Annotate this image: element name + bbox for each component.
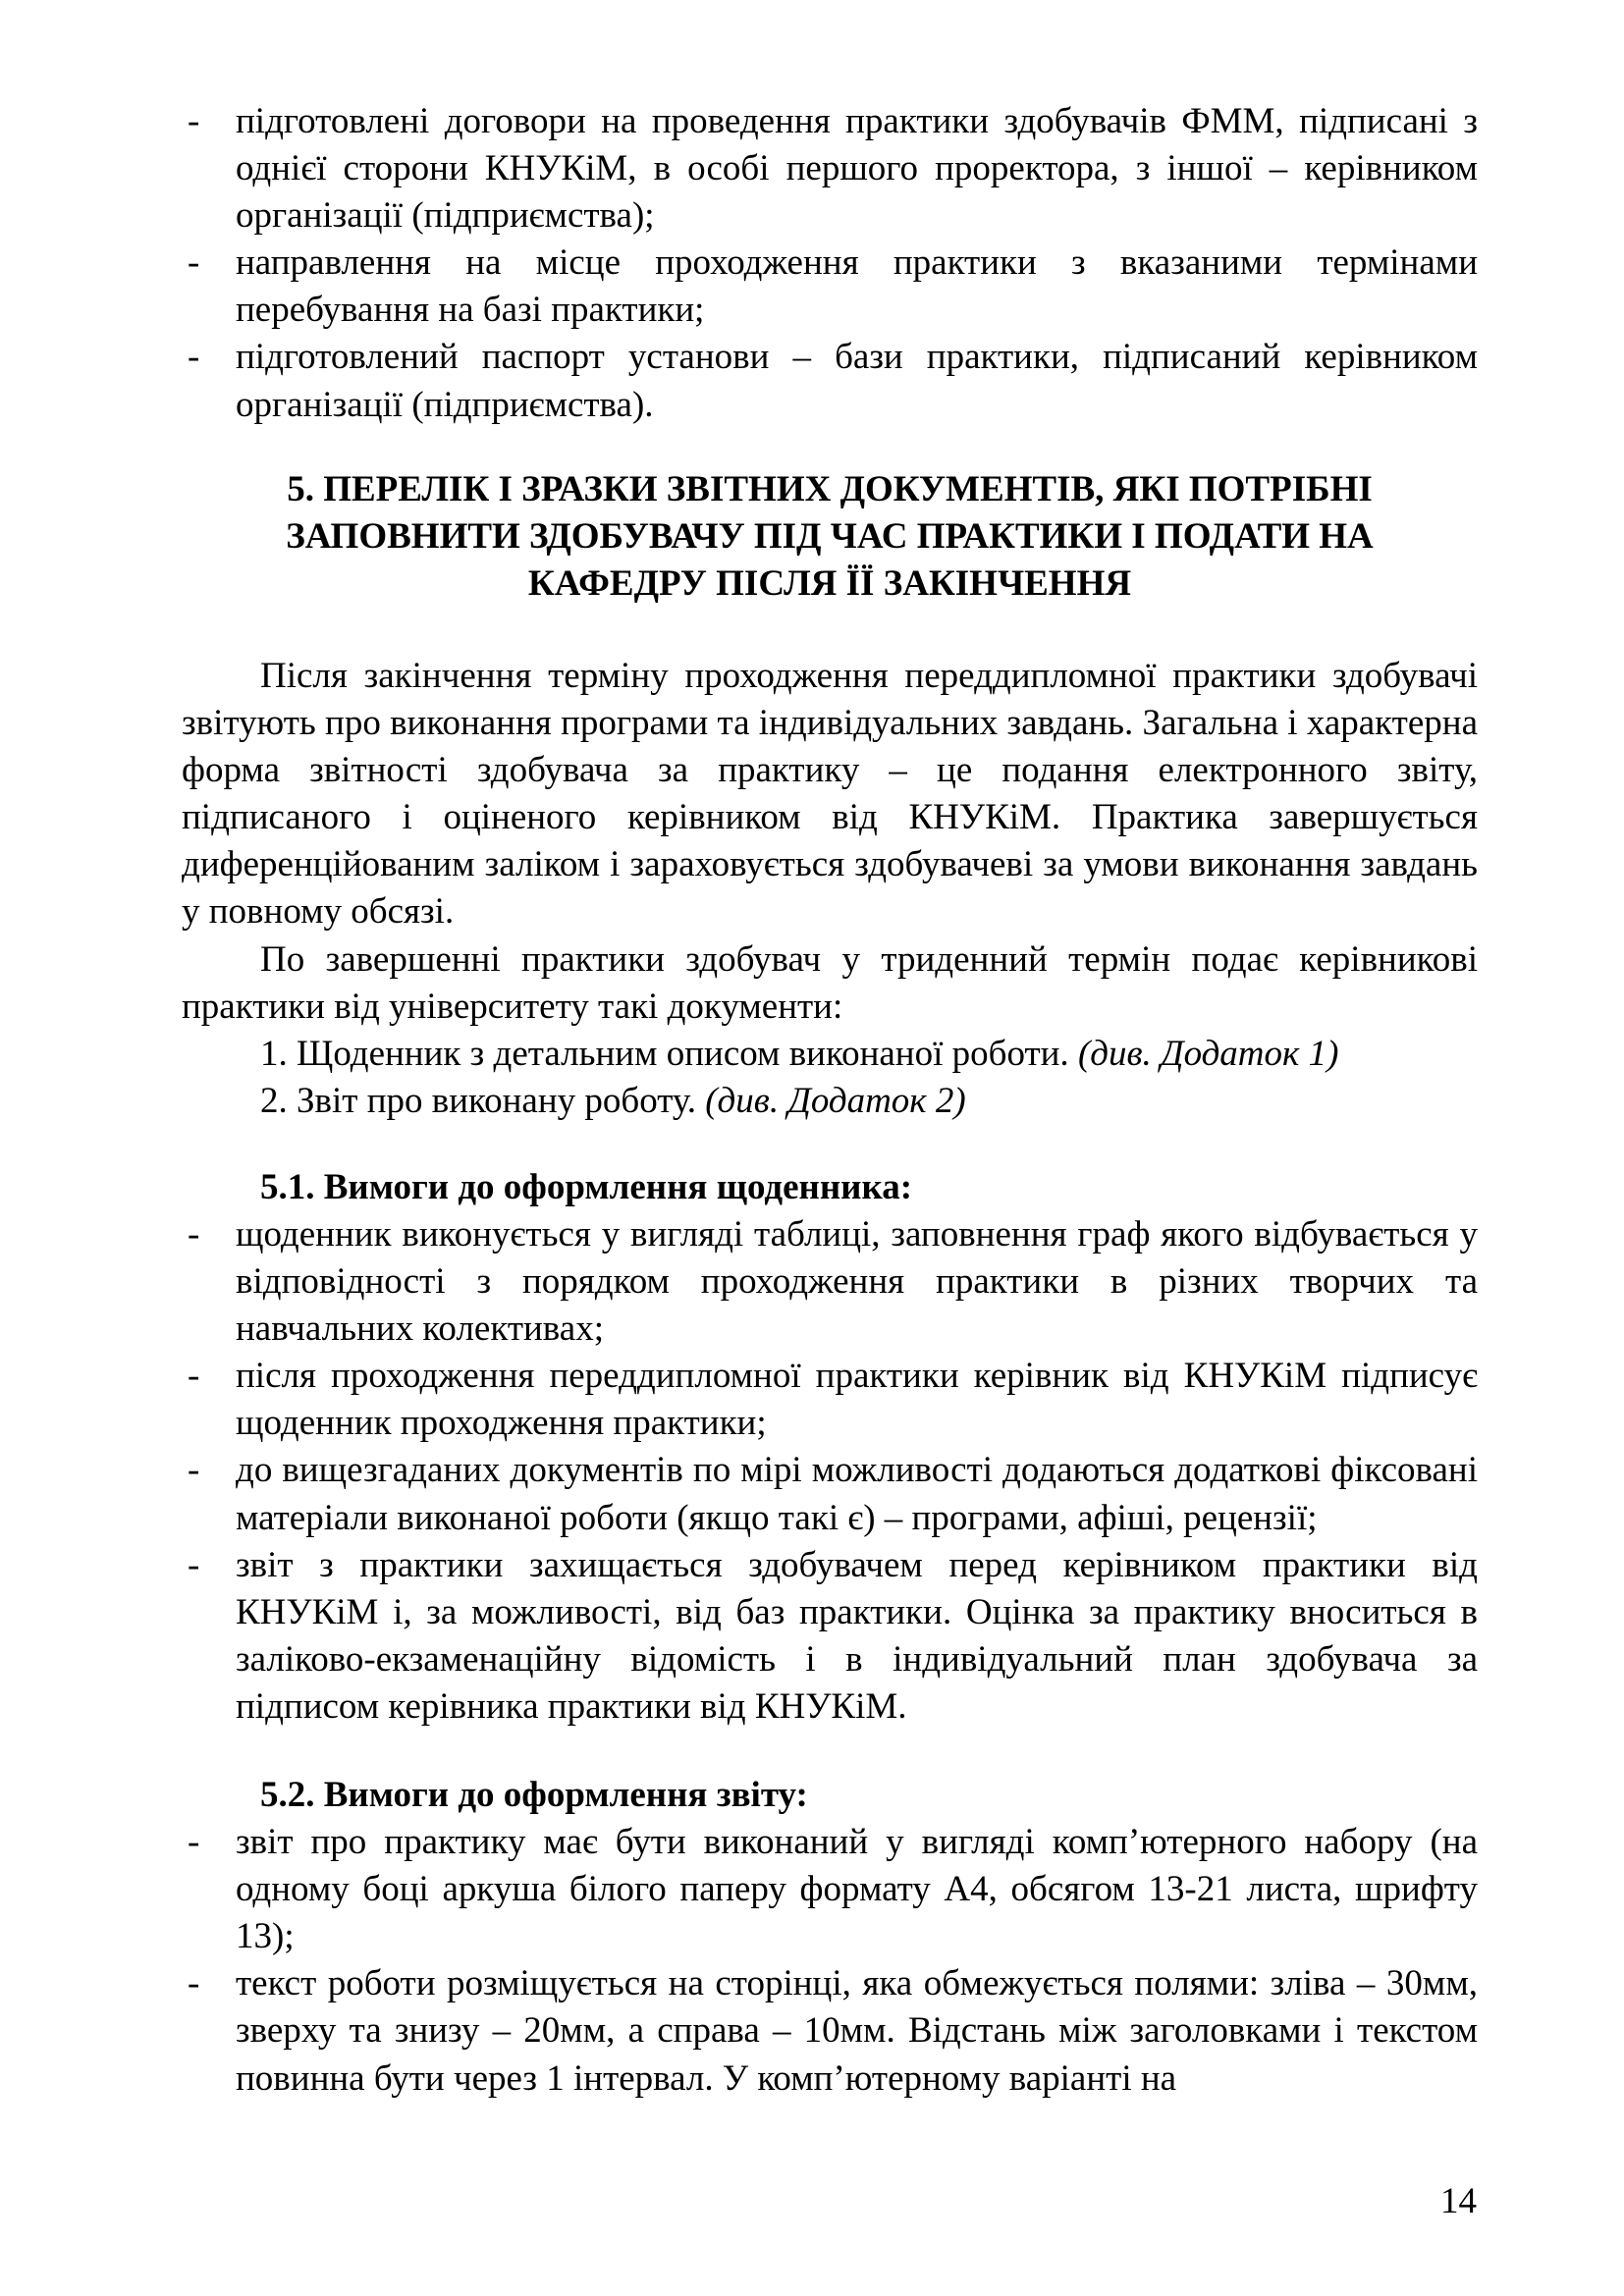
- list-item: [182, 1819, 1478, 1960]
- dash-bullet-icon: -: [188, 1213, 200, 1255]
- list-item: [182, 1542, 1478, 1731]
- section-heading-line-1: 5. ПЕРЕЛІК І ЗРАЗКИ ЗВІТНИХ ДОКУМЕНТІВ, ЯКІ ПОТРІБНІ: [287, 468, 1373, 509]
- section-heading: [182, 466, 1478, 608]
- list-item: [182, 1353, 1478, 1447]
- list-item: [182, 98, 1478, 240]
- dash-bullet-icon: -: [188, 1963, 200, 2004]
- page-number: 14: [1440, 2181, 1477, 2221]
- list-item-text: направлення на місце проходження практики з вказаними термінами перебування на базі практики;: [236, 242, 1478, 331]
- list-item-text: після проходження переддипломної практики керівник від КНУКіМ підписує щоденник проходження практики;: [236, 1356, 1478, 1444]
- page-content: [182, 98, 1478, 2103]
- dash-bullet-icon: -: [188, 101, 200, 141]
- list-item-text: щоденник виконується у вигляді таблиці, заповнення граф якого відбувається у відповідності з порядком проходження практики в різних творчих та навчальних колективах;: [236, 1213, 1478, 1350]
- intro-paragraph-2: По завершенні практики здобувач у триденний термін подає керівникові практики від університету такі документи:: [182, 938, 1478, 1027]
- list-item-text: до вищезгаданих документів по мірі можливості додаються додаткові фіксовані матеріали виконаної роботи (якщо такі є) – програми, афіші, рецензії;: [236, 1450, 1478, 1538]
- list-item: [182, 1447, 1478, 1541]
- dash-bullet-icon: -: [188, 1450, 200, 1491]
- list-item: [182, 1211, 1478, 1353]
- list-item-text: звіт про практику має бути виконаний у вигляді комп’ютерного набору (на одному боці аркуша білого паперу формату А4, обсягом 13-21 листа, шрифту 13);: [236, 1822, 1478, 1957]
- section-heading-line-2: ЗАПОВНИТИ ЗДОБУВАЧУ ПІД ЧАС ПРАКТИКИ І ПОДАТИ НА: [286, 515, 1374, 557]
- document-item-2: [182, 1078, 1478, 1125]
- list-item-text: підготовлений паспорт установи – бази практики, підписаний керівником організації (підприємства).: [236, 337, 1478, 425]
- dash-bullet-icon: -: [188, 1544, 200, 1585]
- document-item-2-text: 2. Звіт про виконану роботу.: [260, 1080, 696, 1121]
- document-item-2-reference: (див. Додаток 2): [705, 1080, 966, 1121]
- document-item-1-reference: (див. Додаток 1): [1077, 1033, 1339, 1074]
- list-item: [182, 1960, 1478, 2102]
- subsection-5-2-list: [182, 1819, 1478, 2103]
- list-item-text: текст роботи розміщується на сторінці, яка обмежується полями: зліва – 30мм, зверху та знизу – 20мм, а справа – 10мм. Відстань між заголовками і текстом повинна бути через 1 інтервал. У комп’ютерному варіанті на: [236, 1963, 1478, 2099]
- subsection-5-2-heading: 5.2. Вимоги до оформлення звіту:: [260, 1775, 808, 1815]
- document-item-1-text: 1. Щоденник з детальним описом виконаної роботи.: [260, 1033, 1069, 1074]
- top-requirements-list: [182, 98, 1478, 429]
- list-item: [182, 334, 1478, 428]
- dash-bullet-icon: -: [188, 1356, 200, 1397]
- dash-bullet-icon: -: [188, 1822, 200, 1863]
- dash-bullet-icon: -: [188, 242, 200, 284]
- intro-paragraph-1: Після закінчення терміну проходження переддипломної практики здобувачі звітують про виконання програми та індивідуальних завдань. Загальна і характерна форма звітності здобувача за практику – це подання електронного звіту, підписаного і оціненого керівником від КНУКіМ. Практика завершується диференційованим заліком і зараховується здобувачеві за умови виконання завдань у повному обсязі.: [182, 655, 1478, 933]
- list-item-text: підготовлені договори на проведення практики здобувачів ФММ, підписані з однієї сторони КНУКіМ, в особі першого проректора, з іншої – керівником організації (підприємства);: [236, 101, 1478, 237]
- list-item: [182, 240, 1478, 334]
- list-item-text: звіт з практики захищається здобувачем перед керівником практики від КНУКіМ і, за можливості, від баз практики. Оцінка за практику вноситься в заліково-екзаменаційну відомість і в індивідуальний план здобувача за підписом керівника практики від КНУКіМ.: [236, 1544, 1478, 1727]
- subsection-5-1-heading: 5.1. Вимоги до оформлення щоденника:: [260, 1166, 913, 1207]
- subsection-5-1-list: [182, 1211, 1478, 1731]
- dash-bullet-icon: -: [188, 337, 200, 378]
- section-heading-line-3: КАФЕДРУ ПІСЛЯ ЇЇ ЗАКІНЧЕННЯ: [527, 562, 1132, 604]
- document-item-1: [182, 1031, 1478, 1078]
